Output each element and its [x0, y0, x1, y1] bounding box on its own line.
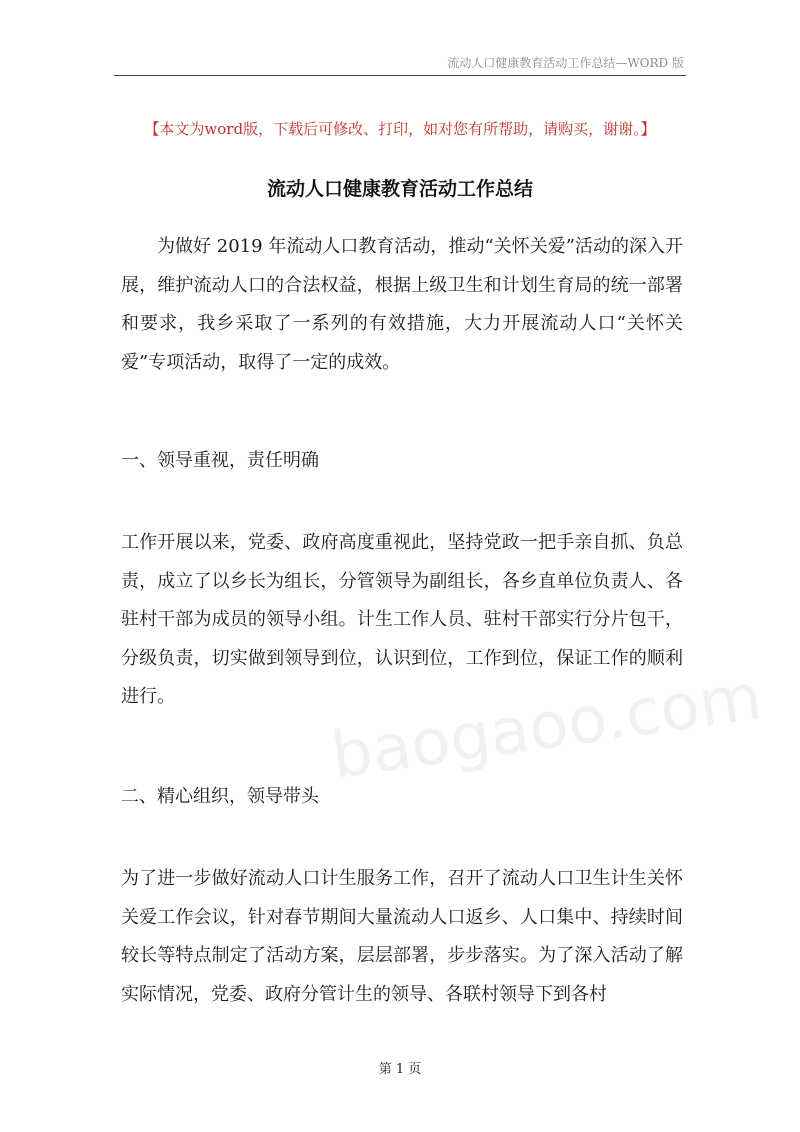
section-heading-1: 一、领导重视，责任明确: [121, 450, 319, 471]
watermark: baogaoo.com: [326, 660, 767, 794]
section-body-2: 为了进一步做好流动人口计生服务工作，召开了流动人口卫生计生关怀关爱工作会议，针对春节期间大量流动人口返乡、人口集中、持续时间较长等特点制定了活动方案，层层部署，步步落实。为了深入活动了解实际情况，党委、政府分管计生的领导、各联村领导下到各村: [121, 868, 683, 1005]
header-divider: [114, 75, 686, 76]
document-title: 流动人口健康教育活动工作总结: [266, 178, 533, 200]
download-notice: 【本文为word版，下载后可修改、打印，如对您有所帮助，请购买，谢谢。】: [144, 120, 656, 138]
section-body-1: 工作开展以来，党委、政府高度重视此，坚持党政一把手亲自抓、负总责，成立了以乡长为组长，分管领导为副组长，各乡直单位负责人、各驻村干部为成员的领导小组。计生工作人员、驻村干部实行分片包干，分级负责，切实做到领导到位，认识到位，工作到位，保证工作的顺利进行。: [121, 532, 683, 707]
section-heading-2: 二、精心组织，领导带头: [121, 786, 319, 807]
running-header: 流动人口健康教育活动工作总结—WORD 版: [447, 56, 684, 70]
page-number: 第 1 页: [378, 1062, 422, 1077]
intro-paragraph: 为做好 2019 年流动人口教育活动，推动“关怀关爱”活动的深入开展，维护流动人口的合法权益，根据上级卫生和计划生育局的统一部署和要求，我乡采取了一系列的有效措施，大力开展流动人口“关怀关爱”专项活动，取得了一定的成效。: [121, 236, 683, 373]
